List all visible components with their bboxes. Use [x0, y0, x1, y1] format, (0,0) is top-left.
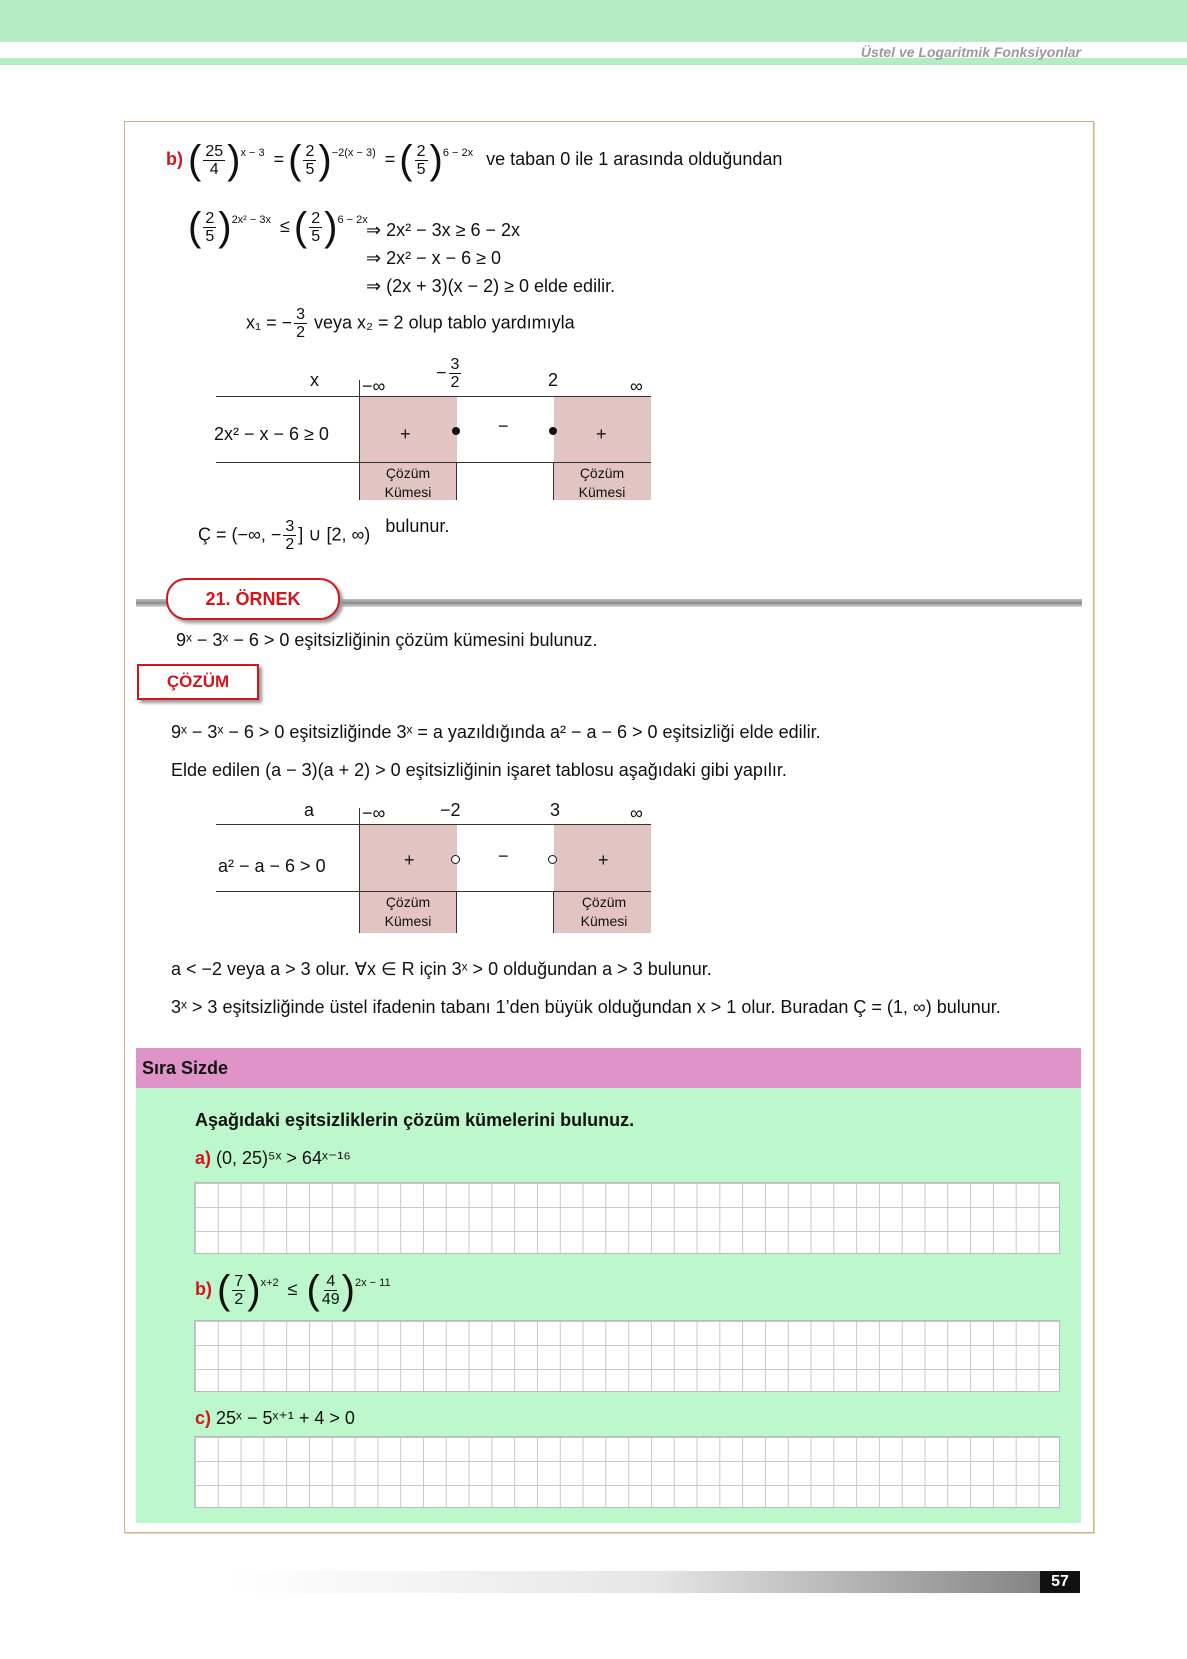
answer-grid-b[interactable] — [194, 1320, 1060, 1392]
closed-point — [452, 427, 460, 435]
solution-set-label: Çözüm Kümesi — [384, 894, 432, 929]
part-b-inequality: ( $\frac{2}{5}$ )$^{2x^2 - 3x}$ ≤ ( $\frac{2}{5}$ )$^{6 - 2x}$ — [188, 205, 368, 249]
solution-set-label: Çözüm Kümesi — [578, 465, 626, 500]
open-point — [451, 855, 460, 864]
answer-grid-c[interactable] — [194, 1436, 1060, 1508]
roots-line: x₁ = − $\frac{3}{2}$ veya x₂ = 2 olup tablo yardımıyla — [246, 306, 575, 341]
part-b-label: b) — [166, 148, 183, 169]
solution-line-4: 3ˣ > 3 eşitsizliğinde üstel ifadenin tabanı 1’den büyük olduğundan x > 1 olur. Buradan Ç = (1, ∞) bulunur. — [171, 997, 1001, 1017]
step-3: ⇒ (2x + 3)(x − 2) ≥ 0 elde edilir. — [366, 276, 616, 296]
header-band — [0, 0, 1187, 42]
sira-sizde-header: Sıra Sizde — [136, 1048, 1081, 1088]
sira-sizde-instruction: Aşağıdaki eşitsizliklerin çözüm kümelerini bulunuz. — [195, 1110, 635, 1130]
solution-line-1: 9ˣ − 3ˣ − 6 > 0 eşitsizliğinde 3ˣ = a yazıldığında a² − a − 6 > 0 eşitsizliği elde edilir. — [171, 722, 821, 742]
result-b: Ç = (−∞, − $\frac{3}{2}$ ] ∪ [2, ∞) bulunur. — [198, 516, 450, 553]
open-point — [548, 855, 557, 864]
exercise-b: b) ( $\frac{7}{2}$ )$^{x+2}$ ≤ ( $\frac{4}{49}$ )$^{2x - 11}$ — [195, 1268, 391, 1312]
page-number: 57 — [1040, 1571, 1080, 1593]
example-question: 9ˣ − 3ˣ − 6 > 0 eşitsizliğinin çözüm kümesini bulunuz. — [176, 630, 598, 650]
solution-set-label: Çözüm Kümesi — [384, 465, 432, 500]
step-2: ⇒ 2x² − x − 6 ≥ 0 — [366, 248, 502, 268]
exercise-a: a) (0, 25)⁵ˣ > 64ˣ⁻¹⁶ — [195, 1148, 351, 1168]
part-b: b) ( $\frac{25}{4}$ )$^{x - 3}$ = ( $\frac{2}{5}$ )$^{-2(x - 3)}$ = ( $\frac{2}{5}$ )$^{6 - 2x}$ ve taban 0 ile 1 arasında olduğundan — [166, 138, 783, 182]
solution-line-3: a < −2 veya a > 3 olur. ∀x ∈ R için 3ˣ > 0 olduğundan a > 3 bulunur. — [171, 959, 712, 979]
part-b-text: ve taban 0 ile 1 arasında olduğundan — [486, 148, 783, 169]
footer-bar — [230, 1571, 1080, 1593]
answer-grid-a[interactable] — [194, 1182, 1060, 1254]
closed-point — [549, 427, 557, 435]
exercise-c: c) 25ˣ − 5ˣ⁺¹ + 4 > 0 — [195, 1408, 355, 1428]
fraction-25-4: $\frac{25}{4}$ — [205, 142, 224, 178]
solution-line-2: Elde edilen (a − 3)(a + 2) > 0 eşitsizliğinin işaret tablosu aşağıdaki gibi yapılır. — [171, 760, 787, 780]
example-badge: 21. ÖRNEK — [166, 578, 340, 620]
solution-badge: ÇÖZÜM — [137, 664, 259, 700]
header-title: Üstel ve Logaritmik Fonksiyonlar — [860, 44, 1081, 60]
step-1: ⇒ 2x² − 3x ≥ 6 − 2x — [366, 220, 521, 240]
solution-set-label: Çözüm Kümesi — [580, 894, 628, 929]
